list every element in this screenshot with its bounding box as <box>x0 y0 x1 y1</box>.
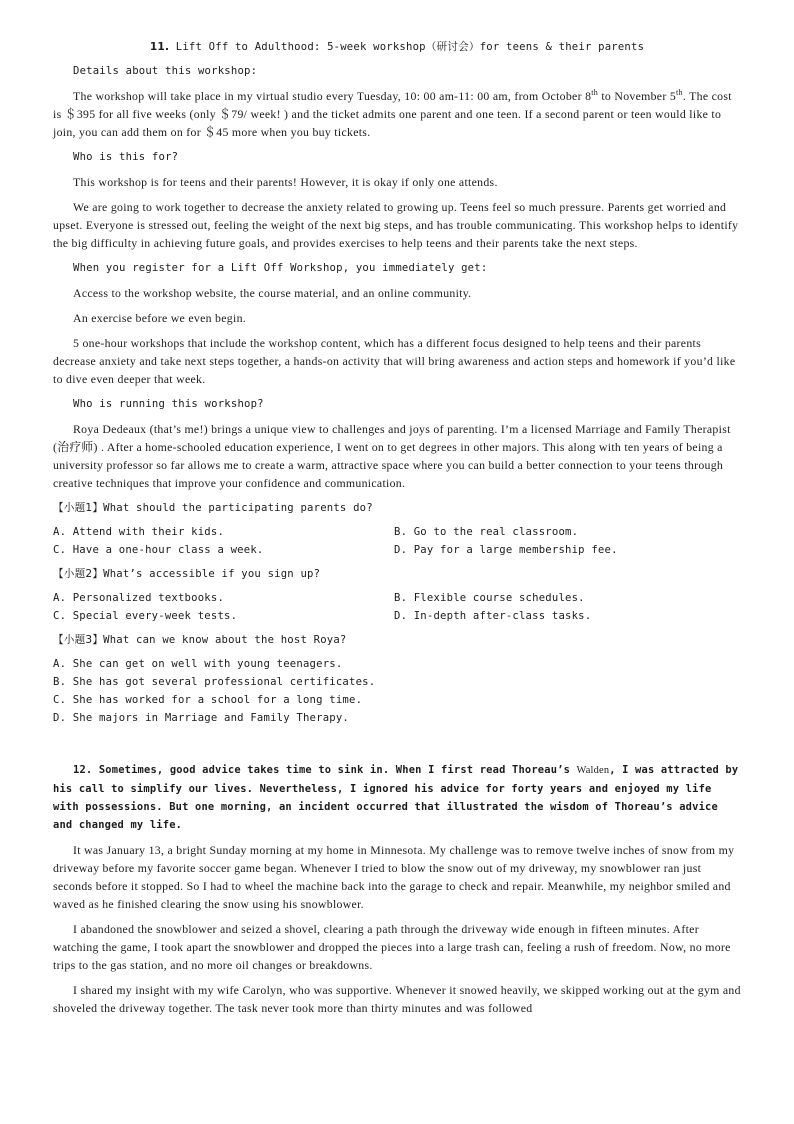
question-2-option-c: C. Special every-week tests. <box>53 610 238 622</box>
question-2-option-d: D. In-depth after-class tasks. <box>394 610 592 622</box>
details-heading: Details about this workshop: <box>73 65 258 77</box>
question-3-option-c: C. She has worked for a school for a long time. <box>53 694 363 706</box>
question-2-stem: 【小题2】What’s accessible if you sign up? <box>53 568 321 580</box>
passage-12-intro: 12. Sometimes, good advice takes time to sink in. When I first read Thoreau’s Walden, I was attracted by his call to simplify our lives. Nevertheless, I ignored his advice for forty years and enjoyed my life with possessions. But one morning, an incident occurred that illustrated the wisdom of Thoreau’s advice and changed my life. <box>53 764 739 831</box>
details-paragraph: The workshop will take place in my virtual studio every Tuesday, 10: 00 am-11: 00 am, from October 8th to November 5th. The cost is ＄395 for all five weeks (only ＄79/ week! ) and the ticket admits one parent and one teen. If a second parent or teen would like to join, you can add them on for ＄45 more when you buy tickets. <box>53 88 732 139</box>
book-title-walden: Walden <box>576 765 610 776</box>
passage-11-number: 11. <box>149 41 170 53</box>
benefit-1: Access to the workshop website, the course material, and an online community. <box>73 286 472 300</box>
passage-12-paragraph-3: I shared my insight with my wife Carolyn, who was supportive. Whenever it snowed heavily, we skipped working out at the gym and shoveled the driveway together. The task never took more than thirty minutes and was followed <box>53 983 741 1015</box>
question-2-option-a: A. Personalized textbooks. <box>53 592 225 604</box>
question-3-option-d: D. She majors in Marriage and Family Therapy. <box>53 712 350 724</box>
question-3-stem: 【小题3】What can we know about the host Roya? <box>53 634 347 646</box>
passage-12-paragraph-2: I abandoned the snowblower and seized a shovel, clearing a path through the driveway wide enough in fifteen minutes. After watching the game, I took apart the snowblower and dropped the pieces into a large trash can, feeling a rush of freedom. Now, no more trips to the gas station, and no more oil changes or breakdowns. <box>53 922 731 972</box>
passage-11-title: 11. Lift Off to Adulthood: 5-week workshop（研讨会）for teens & their parents <box>149 41 645 53</box>
question-1-option-d: D. Pay for a large membership fee. <box>394 544 618 556</box>
running-paragraph: Roya Dedeaux (that’s me!) brings a unique view to challenges and joys of parenting. I’m a licensed Marriage and Family Therapist (治疗师) . After a home-schooled education experience, I went on to get degrees in other majors. This along with ten years of being a university professor so far allows me to create a warm, attractive space where you can build a better connection to your teens through creative techniques that improve your confidence and communication. <box>53 422 731 490</box>
question-3-options <box>53 655 741 727</box>
section-spacer <box>53 733 741 761</box>
benefit-3: 5 one-hour workshops that include the workshop content, which has a different focus designed to help teens and their parents decrease anxiety and take next steps together, a hands-on activity that will bring awareness and action steps and homework if you’d like to dive even deeper that week. <box>53 336 736 386</box>
question-1-option-a: A. Attend with their kids. <box>53 526 225 538</box>
question-1-stem: 【小题1】What should the participating parents do? <box>53 502 373 514</box>
question-2-options <box>53 589 741 625</box>
register-heading: When you register for a Lift Off Workshop, you immediately get: <box>73 262 488 274</box>
who-for-text: This workshop is for teens and their parents! However, it is okay if only one attends. <box>73 175 498 189</box>
question-1-options <box>53 523 741 559</box>
question-1-option-b: B. Go to the real classroom. <box>394 526 579 538</box>
question-3-option-a: A. She can get on well with young teenagers. <box>53 658 343 670</box>
document-page <box>53 38 741 1024</box>
running-heading: Who is running this workshop? <box>73 398 264 410</box>
question-1-option-c: C. Have a one-hour class a week. <box>53 544 264 556</box>
passage-12-paragraph-1: It was January 13, a bright Sunday morning at my home in Minnesota. My challenge was to remove twelve inches of snow from my driveway before my favorite soccer game began. Whenever I tried to blow the snow out of my driveway, my snowblower ran just seconds before it stopped. So I had to wheel the machine back into the garage to check and repair. Meanwhile, my neighbor smiled and waved as he finished clearing the snow using his snowblower. <box>53 843 735 911</box>
benefit-2: An exercise before we even begin. <box>73 311 247 325</box>
who-for-heading: Who is this for? <box>73 151 179 163</box>
question-3-option-b: B. She has got several professional certificates. <box>53 676 376 688</box>
anxiety-paragraph: We are going to work together to decrease the anxiety related to growing up. Teens feel so much pressure. Parents get worried and upset. Everyone is stressed out, feeling the weight of the next big steps, and has trouble communicating. This workshop helps to identify the big difficulty in achieving future goals, and provides exercises to help teens and their parents take the next steps. <box>53 200 739 250</box>
question-2-option-b: B. Flexible course schedules. <box>394 592 585 604</box>
